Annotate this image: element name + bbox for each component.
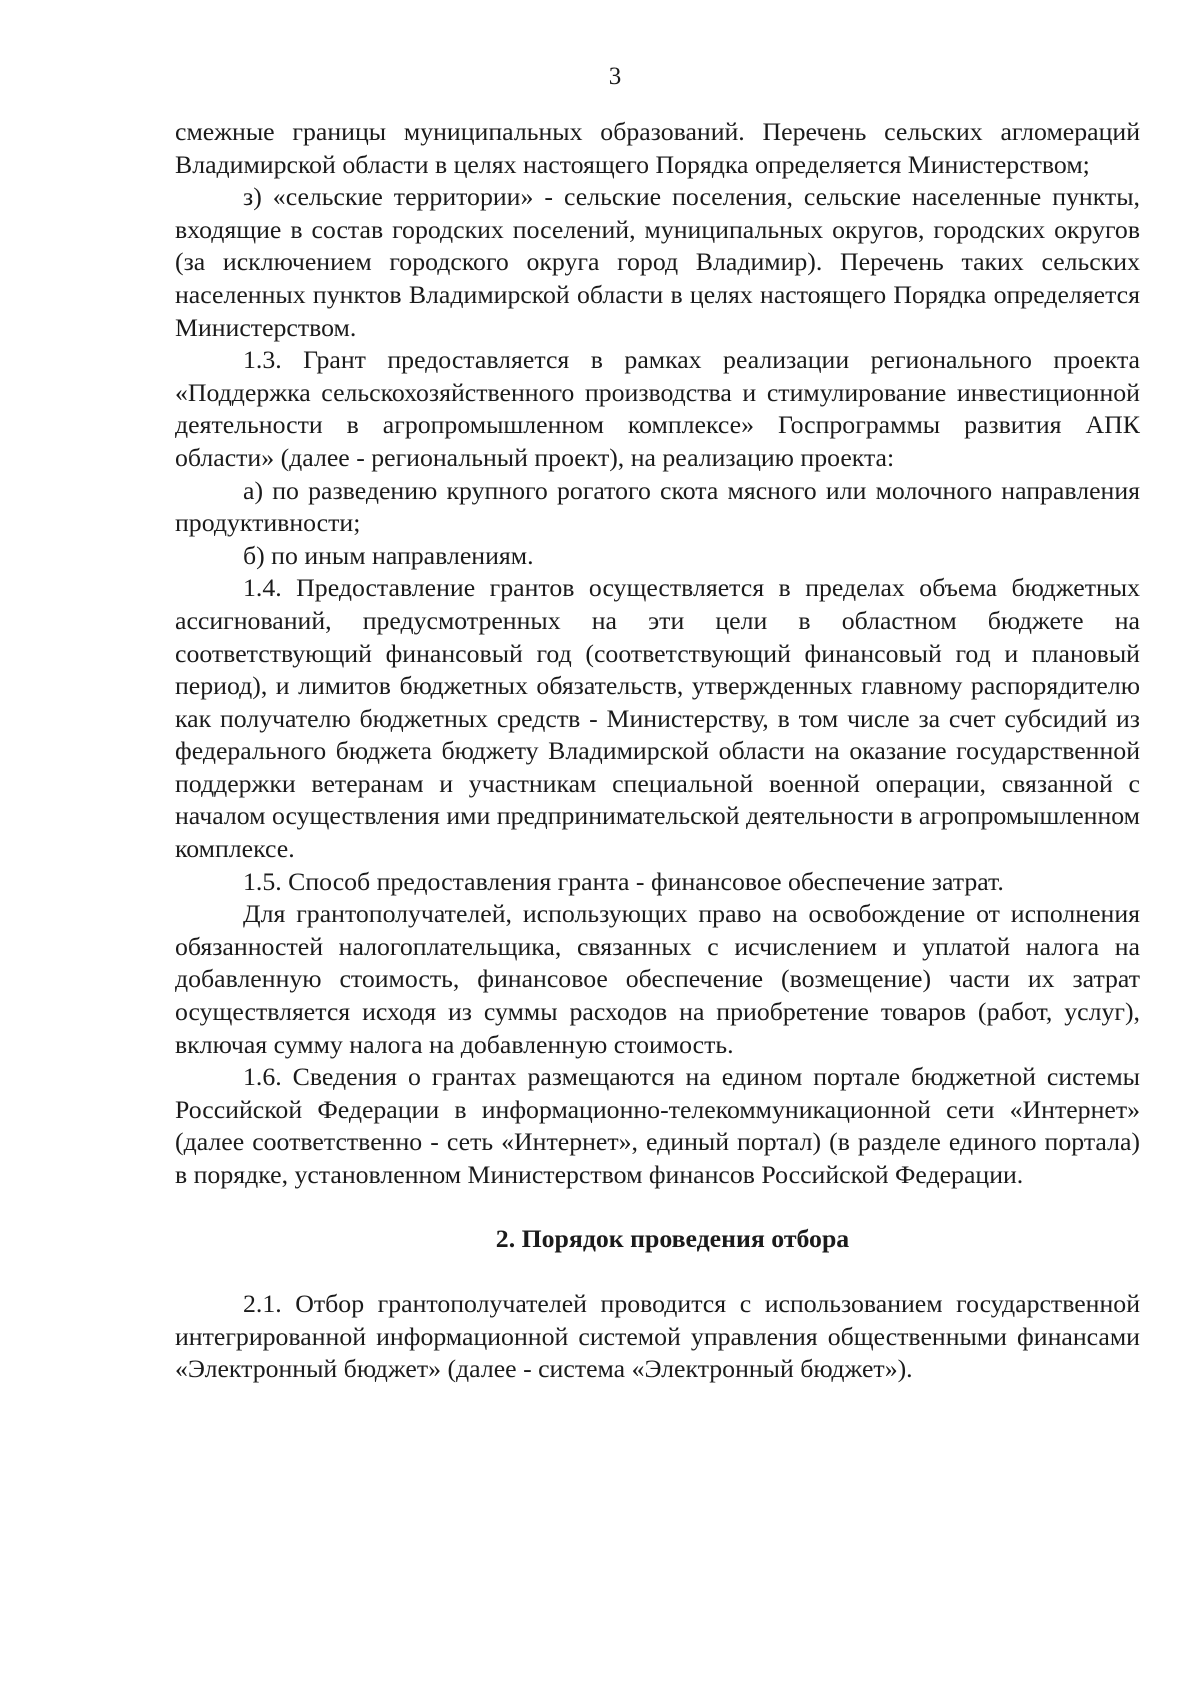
document-body xyxy=(175,116,1140,1386)
paragraph-1-5: 1.5. Способ предоставления гранта - финансовое обеспечение затрат. xyxy=(243,866,1004,896)
paragraph-1-3: 1.3. Грант предоставляется в рамках реализации регионального проекта «Поддержка сельскохозяйственного производства и стимулирование инвестиционной деятельности в агропромышленном комплексе» Госпрограммы развития АПК области» (далее - региональный проект), на реализацию проекта: xyxy=(175,345,1140,472)
paragraph-1-6: 1.6. Сведения о грантах размещаются на едином портале бюджетной системы Российской Федерации в информационно-телекоммуникационной сети «Интернет» (далее соответственно - сеть «Интернет», единый портал) (в разделе единого портала) в порядке, установленном Министерством финансов Российской Федерации. xyxy=(175,1062,1140,1189)
paragraph-2-1: 2.1. Отбор грантополучателей проводится с использованием государственной интегрированной информационной системой управления общественными финансами «Электронный бюджет» (далее - система «Электронный бюджет»). xyxy=(175,1289,1140,1384)
paragraph-1-4: 1.4. Предоставление грантов осуществляется в пределах объема бюджетных ассигнований, предусмотренных на эти цели в областном бюджете на соответствующий финансовый год (соответствующий финансовый год и плановый период), и лимитов бюджетных обязательств, утвержденных главному распорядителю как получателю бюджетных средств - Министерству, в том числе за счет субсидий из федерального бюджета бюджету Владимирской области на оказание государственной поддержки ветеранам и участникам специальной военной операции, связанной с началом осуществления ими предпринимательской деятельности в агропромышленном комплексе. xyxy=(175,573,1140,864)
paragraph-rural-territories: з) «сельские территории» - сельские поселения, сельские населенные пункты, входящие в состав городских поселений, муниципальных округов, городских округов (за исключением городского округа город Владимир). Перечень таких сельских населенных пунктов Владимирской области в целях настоящего Порядка определяется Министерством. xyxy=(175,182,1140,342)
paragraph-1-3-b: б) по иным направлениям. xyxy=(243,540,534,570)
page-number: 3 xyxy=(608,63,622,90)
section-heading: 2. Порядок проведения отбора xyxy=(495,1223,850,1253)
paragraph-vat: Для грантополучателей, использующих право на освобождение от исполнения обязанностей налогоплательщика, связанных с исчислением и уплатой налога на добавленную стоимость, финансовое обеспечение (возмещение) части их затрат осуществляется исходя из суммы расходов на приобретение товаров (работ, услуг), включая сумму налога на добавленную стоимость. xyxy=(175,899,1140,1059)
paragraph-1-3-a: а) по разведению крупного рогатого скота мясного или молочного направления продуктивности; xyxy=(175,475,1140,538)
paragraph-continuation: смежные границы муниципальных образований. Перечень сельских агломераций Владимирской области в целях настоящего Порядка определяется Министерством; xyxy=(175,117,1140,179)
